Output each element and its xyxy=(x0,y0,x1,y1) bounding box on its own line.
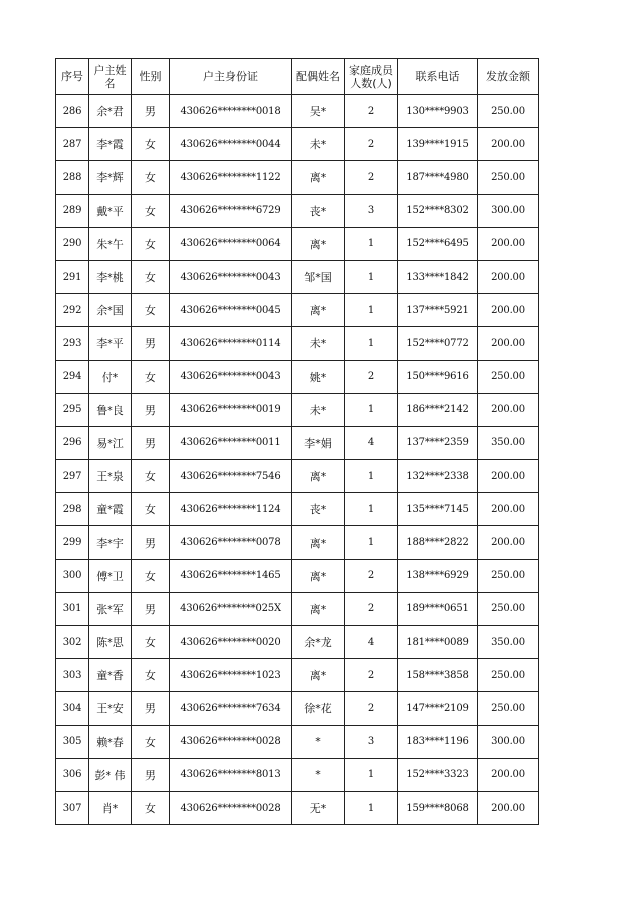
cell-seq: 290 xyxy=(56,227,89,260)
cell-members: 2 xyxy=(345,659,398,692)
header-amount: 发放金额 xyxy=(478,59,539,95)
cell-spouse: 离* xyxy=(292,659,345,692)
cell-spouse: 姚* xyxy=(292,360,345,393)
cell-id: 430626********0020 xyxy=(170,626,292,659)
cell-id: 430626********6729 xyxy=(170,194,292,227)
cell-name: 余*国 xyxy=(89,294,132,327)
cell-spouse: 离* xyxy=(292,526,345,559)
cell-id: 430626********7546 xyxy=(170,460,292,493)
cell-id: 430626********7634 xyxy=(170,692,292,725)
cell-id: 430626********0114 xyxy=(170,327,292,360)
cell-gender: 男 xyxy=(132,327,170,360)
cell-amount: 200.00 xyxy=(478,393,539,426)
cell-amount: 200.00 xyxy=(478,493,539,526)
cell-gender: 女 xyxy=(132,493,170,526)
cell-seq: 291 xyxy=(56,260,89,293)
table-row xyxy=(56,526,539,559)
table-row xyxy=(56,194,539,227)
cell-phone: 150****9616 xyxy=(398,360,478,393)
table-row xyxy=(56,128,539,161)
cell-phone: 135****7145 xyxy=(398,493,478,526)
cell-amount: 200.00 xyxy=(478,460,539,493)
cell-phone: 152****6495 xyxy=(398,227,478,260)
cell-amount: 300.00 xyxy=(478,194,539,227)
cell-name: 童*霞 xyxy=(89,493,132,526)
cell-gender: 女 xyxy=(132,260,170,293)
cell-seq: 301 xyxy=(56,592,89,625)
cell-seq: 307 xyxy=(56,791,89,824)
table-row xyxy=(56,493,539,526)
cell-spouse: 李*娟 xyxy=(292,426,345,459)
table-row xyxy=(56,626,539,659)
cell-gender: 女 xyxy=(132,360,170,393)
table-row xyxy=(56,393,539,426)
cell-name: 李*平 xyxy=(89,327,132,360)
cell-gender: 女 xyxy=(132,161,170,194)
cell-id: 430626********0018 xyxy=(170,95,292,128)
cell-name: 王*安 xyxy=(89,692,132,725)
cell-amount: 250.00 xyxy=(478,692,539,725)
cell-amount: 200.00 xyxy=(478,758,539,791)
cell-members: 1 xyxy=(345,791,398,824)
cell-id: 430626********0044 xyxy=(170,128,292,161)
cell-name: 付* xyxy=(89,360,132,393)
cell-name: 戴*平 xyxy=(89,194,132,227)
cell-id: 430626********0011 xyxy=(170,426,292,459)
cell-id: 430626********0028 xyxy=(170,791,292,824)
cell-phone: 152****3323 xyxy=(398,758,478,791)
table-row xyxy=(56,592,539,625)
cell-name: 余*君 xyxy=(89,95,132,128)
cell-seq: 289 xyxy=(56,194,89,227)
cell-id: 430626********0064 xyxy=(170,227,292,260)
cell-id: 430626********0019 xyxy=(170,393,292,426)
table-row xyxy=(56,95,539,128)
header-phone: 联系电话 xyxy=(398,59,478,95)
cell-phone: 147****2109 xyxy=(398,692,478,725)
cell-seq: 303 xyxy=(56,659,89,692)
cell-seq: 292 xyxy=(56,294,89,327)
header-members: 家庭成员人数(人) xyxy=(345,59,398,95)
cell-members: 3 xyxy=(345,194,398,227)
cell-phone: 130****9903 xyxy=(398,95,478,128)
cell-phone: 132****2338 xyxy=(398,460,478,493)
cell-id: 430626********1465 xyxy=(170,559,292,592)
cell-members: 4 xyxy=(345,626,398,659)
cell-phone: 189****0651 xyxy=(398,592,478,625)
cell-name: 李*辉 xyxy=(89,161,132,194)
cell-name: 陈*思 xyxy=(89,626,132,659)
cell-gender: 男 xyxy=(132,95,170,128)
cell-phone: 137****2359 xyxy=(398,426,478,459)
table-row xyxy=(56,294,539,327)
cell-gender: 男 xyxy=(132,393,170,426)
cell-name: 王*泉 xyxy=(89,460,132,493)
cell-name: 童*香 xyxy=(89,659,132,692)
table-row xyxy=(56,692,539,725)
table-row xyxy=(56,460,539,493)
cell-gender: 女 xyxy=(132,294,170,327)
cell-seq: 286 xyxy=(56,95,89,128)
cell-id: 430626********0043 xyxy=(170,360,292,393)
cell-members: 4 xyxy=(345,426,398,459)
cell-spouse: 邹*国 xyxy=(292,260,345,293)
cell-spouse: 离* xyxy=(292,161,345,194)
header-row xyxy=(56,59,539,95)
cell-amount: 200.00 xyxy=(478,526,539,559)
cell-spouse: 丧* xyxy=(292,493,345,526)
table-row xyxy=(56,327,539,360)
table-row xyxy=(56,559,539,592)
cell-members: 1 xyxy=(345,393,398,426)
header-seq: 序号 xyxy=(56,59,89,95)
cell-amount: 300.00 xyxy=(478,725,539,758)
table-row xyxy=(56,758,539,791)
table-row xyxy=(56,360,539,393)
cell-phone: 186****2142 xyxy=(398,393,478,426)
cell-amount: 350.00 xyxy=(478,626,539,659)
cell-spouse: 余*龙 xyxy=(292,626,345,659)
table-row xyxy=(56,725,539,758)
cell-members: 2 xyxy=(345,559,398,592)
cell-spouse: 离* xyxy=(292,227,345,260)
cell-members: 2 xyxy=(345,161,398,194)
cell-phone: 188****2822 xyxy=(398,526,478,559)
household-table xyxy=(55,58,539,825)
cell-amount: 200.00 xyxy=(478,128,539,161)
cell-amount: 250.00 xyxy=(478,592,539,625)
cell-gender: 女 xyxy=(132,791,170,824)
cell-seq: 300 xyxy=(56,559,89,592)
cell-seq: 295 xyxy=(56,393,89,426)
cell-seq: 306 xyxy=(56,758,89,791)
cell-members: 1 xyxy=(345,493,398,526)
cell-phone: 133****1842 xyxy=(398,260,478,293)
cell-seq: 296 xyxy=(56,426,89,459)
header-name: 户主姓名 xyxy=(89,59,132,95)
cell-seq: 298 xyxy=(56,493,89,526)
cell-spouse: 未* xyxy=(292,393,345,426)
cell-seq: 305 xyxy=(56,725,89,758)
table-row xyxy=(56,161,539,194)
cell-amount: 250.00 xyxy=(478,161,539,194)
cell-gender: 男 xyxy=(132,592,170,625)
cell-seq: 302 xyxy=(56,626,89,659)
cell-amount: 200.00 xyxy=(478,791,539,824)
cell-id: 430626********8013 xyxy=(170,758,292,791)
cell-members: 1 xyxy=(345,327,398,360)
cell-members: 2 xyxy=(345,592,398,625)
cell-amount: 250.00 xyxy=(478,659,539,692)
cell-spouse: 丧* xyxy=(292,194,345,227)
cell-gender: 女 xyxy=(132,128,170,161)
cell-amount: 250.00 xyxy=(478,559,539,592)
cell-amount: 250.00 xyxy=(478,95,539,128)
cell-amount: 350.00 xyxy=(478,426,539,459)
cell-seq: 287 xyxy=(56,128,89,161)
cell-phone: 152****0772 xyxy=(398,327,478,360)
cell-seq: 288 xyxy=(56,161,89,194)
cell-name: 张*军 xyxy=(89,592,132,625)
cell-spouse: 无* xyxy=(292,791,345,824)
cell-name: 李*桃 xyxy=(89,260,132,293)
cell-id: 430626********0045 xyxy=(170,294,292,327)
cell-gender: 男 xyxy=(132,758,170,791)
cell-name: 易*江 xyxy=(89,426,132,459)
cell-spouse: 离* xyxy=(292,294,345,327)
header-id: 户主身份证 xyxy=(170,59,292,95)
cell-members: 2 xyxy=(345,128,398,161)
cell-spouse: 离* xyxy=(292,460,345,493)
table-row xyxy=(56,659,539,692)
cell-gender: 女 xyxy=(132,725,170,758)
cell-members: 1 xyxy=(345,758,398,791)
cell-gender: 男 xyxy=(132,526,170,559)
cell-seq: 293 xyxy=(56,327,89,360)
cell-name: 李*霞 xyxy=(89,128,132,161)
cell-members: 1 xyxy=(345,227,398,260)
cell-phone: 137****5921 xyxy=(398,294,478,327)
cell-phone: 138****6929 xyxy=(398,559,478,592)
cell-spouse: 离* xyxy=(292,559,345,592)
cell-id: 430626********1122 xyxy=(170,161,292,194)
cell-spouse: 吴* xyxy=(292,95,345,128)
cell-name: 傅*卫 xyxy=(89,559,132,592)
cell-phone: 158****3858 xyxy=(398,659,478,692)
cell-members: 3 xyxy=(345,725,398,758)
cell-spouse: 徐*花 xyxy=(292,692,345,725)
cell-spouse: * xyxy=(292,758,345,791)
cell-phone: 139****1915 xyxy=(398,128,478,161)
cell-members: 1 xyxy=(345,294,398,327)
cell-amount: 200.00 xyxy=(478,327,539,360)
cell-phone: 187****4980 xyxy=(398,161,478,194)
cell-name: 朱*午 xyxy=(89,227,132,260)
cell-members: 1 xyxy=(345,460,398,493)
cell-members: 2 xyxy=(345,95,398,128)
cell-amount: 250.00 xyxy=(478,360,539,393)
cell-name: 赖*春 xyxy=(89,725,132,758)
table-row xyxy=(56,426,539,459)
cell-phone: 183****1196 xyxy=(398,725,478,758)
cell-members: 2 xyxy=(345,360,398,393)
cell-seq: 297 xyxy=(56,460,89,493)
cell-gender: 女 xyxy=(132,227,170,260)
cell-gender: 男 xyxy=(132,426,170,459)
cell-spouse: * xyxy=(292,725,345,758)
cell-gender: 女 xyxy=(132,559,170,592)
cell-spouse: 离* xyxy=(292,592,345,625)
cell-gender: 女 xyxy=(132,659,170,692)
cell-members: 1 xyxy=(345,260,398,293)
cell-name: 肖* xyxy=(89,791,132,824)
table-row xyxy=(56,791,539,824)
cell-id: 430626********0043 xyxy=(170,260,292,293)
cell-seq: 304 xyxy=(56,692,89,725)
cell-seq: 299 xyxy=(56,526,89,559)
cell-name: 鲁*良 xyxy=(89,393,132,426)
cell-spouse: 未* xyxy=(292,327,345,360)
table-body xyxy=(56,95,539,825)
table-row xyxy=(56,227,539,260)
cell-gender: 男 xyxy=(132,692,170,725)
cell-gender: 女 xyxy=(132,626,170,659)
cell-phone: 181****0089 xyxy=(398,626,478,659)
cell-phone: 152****8302 xyxy=(398,194,478,227)
cell-gender: 女 xyxy=(132,460,170,493)
cell-name: 彭* 伟 xyxy=(89,758,132,791)
table-row xyxy=(56,260,539,293)
cell-id: 430626********0078 xyxy=(170,526,292,559)
cell-phone: 159****8068 xyxy=(398,791,478,824)
cell-members: 1 xyxy=(345,526,398,559)
cell-id: 430626********0028 xyxy=(170,725,292,758)
cell-gender: 女 xyxy=(132,194,170,227)
cell-id: 430626********1023 xyxy=(170,659,292,692)
cell-spouse: 未* xyxy=(292,128,345,161)
cell-name: 李*宇 xyxy=(89,526,132,559)
cell-members: 2 xyxy=(345,692,398,725)
header-gender: 性别 xyxy=(132,59,170,95)
header-spouse: 配偶姓名 xyxy=(292,59,345,95)
cell-seq: 294 xyxy=(56,360,89,393)
cell-amount: 200.00 xyxy=(478,260,539,293)
cell-id: 430626********025X xyxy=(170,592,292,625)
cell-amount: 200.00 xyxy=(478,294,539,327)
cell-id: 430626********1124 xyxy=(170,493,292,526)
cell-amount: 200.00 xyxy=(478,227,539,260)
